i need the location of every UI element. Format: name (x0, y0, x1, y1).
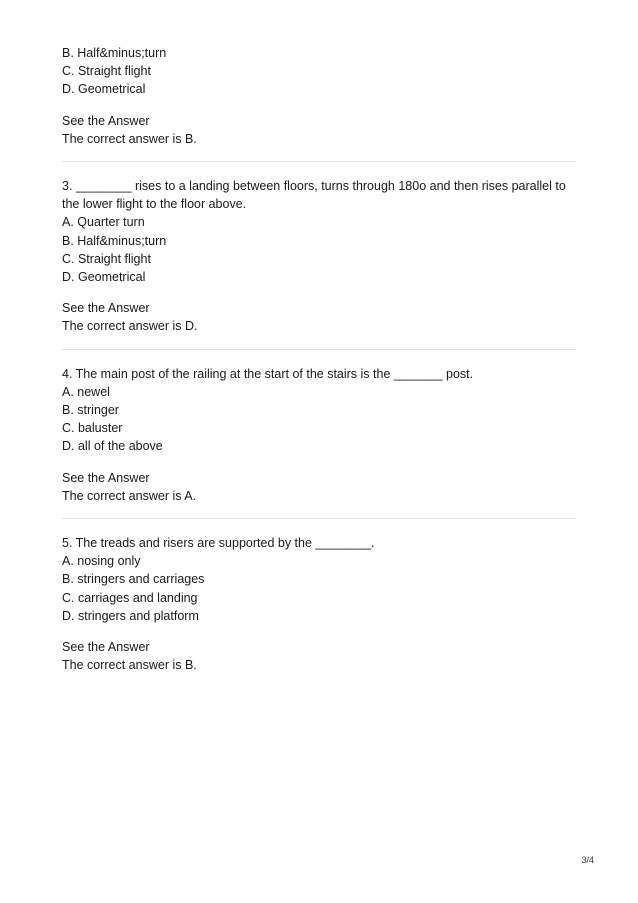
see-answer-link[interactable]: See the Answer (62, 301, 150, 316)
question-text: 5. The treads and risers are supported by the ________. (62, 536, 375, 551)
question-text: 4. The main post of the railing at the start of the stairs is the _______ post. (62, 366, 474, 381)
question-text: 3. ________ rises to a landing between floors, turns through 180o and then rises parallel to the lower flight to the floor above. (62, 179, 566, 212)
question-3 (62, 162, 576, 349)
see-answer-link[interactable]: See the Answer (62, 470, 150, 485)
option-d: D. Geometrical (62, 270, 146, 285)
spacer (62, 99, 576, 112)
option-b: B. stringers and carriages (62, 572, 205, 587)
option-c: C. baluster (62, 421, 123, 436)
spacer (62, 286, 576, 299)
option-b: B. Half&minus;turn (62, 233, 167, 248)
option-d: D. all of the above (62, 439, 163, 454)
question-4 (62, 350, 576, 518)
page-number: 3/4 (581, 855, 594, 865)
correct-answer: The correct answer is B. (62, 658, 197, 673)
spacer (62, 456, 576, 469)
option-a: A. nosing only (62, 554, 141, 569)
option-b: B. stringer (62, 403, 119, 418)
correct-answer: The correct answer is D. (62, 319, 198, 334)
option-d: D. stringers and platform (62, 608, 199, 623)
see-answer-link[interactable]: See the Answer (62, 113, 150, 128)
spacer (62, 625, 576, 638)
option-c: C. carriages and landing (62, 590, 198, 605)
correct-answer: The correct answer is A. (62, 488, 197, 503)
option-a: A. Quarter turn (62, 215, 145, 230)
option-c: C. Straight flight (62, 251, 151, 266)
correct-answer: The correct answer is B. (62, 131, 197, 146)
option-d: D. Geometrical (62, 82, 146, 97)
option-b: B. Half&minus;turn (62, 46, 167, 60)
option-c: C. Straight flight (62, 64, 151, 79)
document-page (62, 44, 576, 687)
option-a: A. newel (62, 384, 110, 399)
question-2-continuation (62, 44, 576, 161)
see-answer-link[interactable]: See the Answer (62, 640, 150, 655)
question-5 (62, 519, 576, 687)
